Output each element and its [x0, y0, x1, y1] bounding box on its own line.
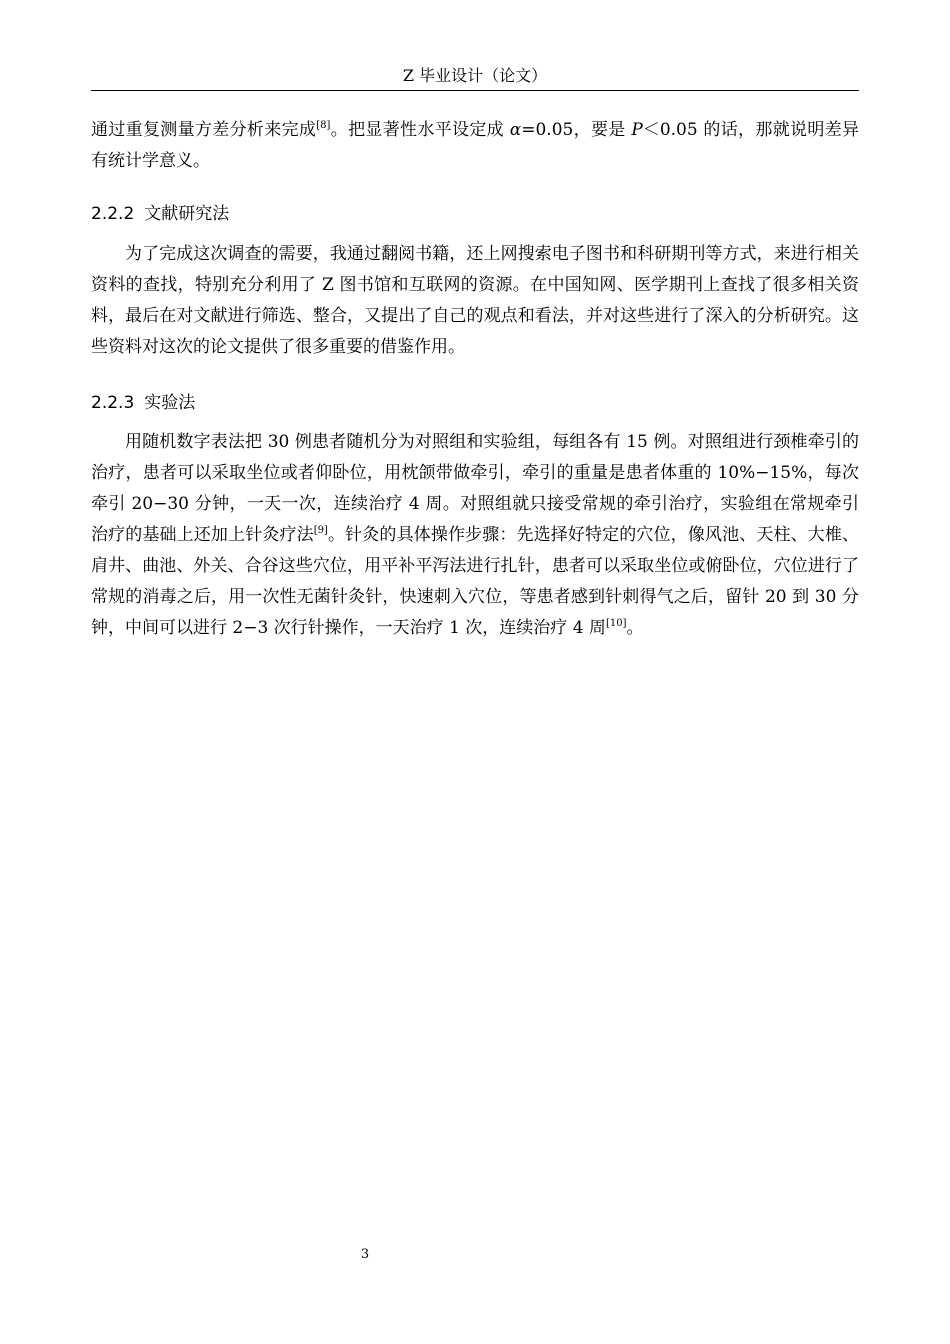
- header-title: Z 毕业设计（论文）: [402, 66, 548, 85]
- text-segment: 。: [626, 618, 644, 638]
- alpha-symbol: α: [509, 120, 522, 140]
- citation-ref: [10]: [605, 618, 627, 629]
- page-number: 3: [360, 1247, 370, 1262]
- paragraph-literature-method: 为了完成这次调查的需要，我通过翻阅书籍，还上网搜索电子图书和科研期刊等方式，来进行相关资料的查找，特别充分利用了 Z 图书馆和互联网的资源。在中国知网、医学期刊上查找了很多相关资料，最后在对文献进行筛选、整合，又提出了自己的观点和看法，并对这些进行了深入的分析研究。这些资料对这次的论文提供了很多重要的借鉴作用。: [91, 244, 859, 357]
- section-number: 2.2.2: [91, 204, 135, 224]
- citation-ref: [8]: [316, 120, 331, 131]
- section-title: 实验法: [144, 393, 196, 413]
- text-segment: 用随机数字表法把 30 例患者随机分为对照组和实验组，每组各有 15 例。对照组进行颈椎牵引的治疗，患者可以采取坐位或者仰卧位，用枕颌带做牵引，牵引的重量是患者体重的 10%−15%，每次牵引 20−30 分钟，一天一次，连续治疗 4 周。对照组就只接受常规的牵引治疗，实验组在常规牵引治疗的基础上还加上针灸疗法: [91, 432, 859, 545]
- section-heading-2-2-3: [91, 391, 195, 415]
- citation-ref: [9]: [313, 525, 328, 536]
- section-title: 文献研究法: [144, 204, 230, 224]
- section-heading-2-2-2: [91, 202, 229, 226]
- paragraph-stats-method: [91, 115, 859, 177]
- p-symbol: P: [631, 120, 643, 140]
- section-number: 2.2.3: [91, 393, 135, 413]
- text-segment: 通过重复测量方差分析来完成: [91, 120, 317, 140]
- paragraph-experiment-method: [91, 427, 859, 644]
- text-segment: ＜0.05 的话，那就说明差异有统计学意义。: [91, 120, 860, 171]
- text-segment: 。针灸的具体操作步骤：先选择好特定的穴位，像风池、天柱、大椎、肩井、曲池、外关、合谷这些穴位，用平补平泻法进行扎针，患者可以采取坐位或俯卧位，穴位进行了常规的消毒之后，用一次性无菌针灸针，快速刺入穴位，等患者感到针刺得气之后，留针 20 到 30 分钟，中间可以进行 2−3 次行针操作，一天治疗 1 次，连续治疗 4 周: [91, 525, 860, 638]
- text-segment: =0.05，要是: [521, 120, 632, 140]
- page-header: [91, 64, 859, 91]
- text-segment: 。把显著性水平设定成: [330, 120, 510, 140]
